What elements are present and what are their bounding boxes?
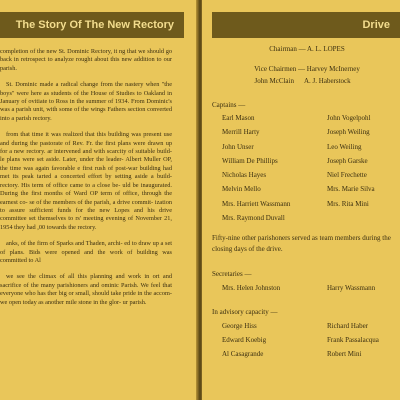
left-page	[0, 0, 198, 400]
advisory-row	[212, 349, 400, 359]
captain-name: Joseph Garske	[327, 156, 368, 165]
vice-chairmen-row	[212, 76, 400, 86]
captain-row	[212, 199, 400, 209]
captain-name: John Unser	[222, 142, 254, 151]
advisory-row	[212, 321, 400, 331]
advisor-name: George Hiss	[222, 322, 257, 331]
advisory-label: In advisory capacity —	[212, 308, 278, 317]
captain-name: Melvin Mello	[222, 185, 261, 194]
captain-name	[327, 213, 400, 223]
captains-label: Captains —	[212, 101, 246, 109]
captain-name: Mrs. Rita Mini	[327, 199, 369, 208]
captain-name: Mrs. Raymond Duvall	[222, 214, 285, 223]
captain-row	[212, 213, 400, 223]
story-paragraph: we see the climax of all this planning and work in ort and sacrifice of the many parishioners and ominic Parish. We feel that everyone who has ther big or small, should take pride in the accom- we open today as another mile stone in the glor- ur parish.	[0, 273, 172, 306]
advisor-name: Edward Koebig	[222, 336, 267, 345]
captain-name: Niel Frechette	[327, 171, 367, 180]
captain-name: Nicholas Hayes	[222, 171, 267, 180]
right-page	[202, 0, 400, 400]
vice-chairmen-label: Vice Chairmen — Harvey McInerney	[254, 65, 360, 73]
captain-name: Mrs. Marie Silva	[327, 185, 375, 194]
left-page-header: The Story Of The New Rectory	[0, 12, 184, 38]
story-paragraph: from that time it was realized that this building was present use and during the pastorate of Rev. Fr. the first plans were drawn up for a new rectory. ar intervened and with scarcity of suitable build- le plans were set aside. Later, under the leader- Albert Muller OP, the time was again favorable e first rush of post-war building had met its peak tarted a concerted effort by setting aside a build- rectory. His term of office came to a close be- uld be inaugurated. During the first months of Ward OP term of office, through the earnest co- se of the members of the parish, a drive commit- ization to assure sufficient funds for the new Lopes and his drive committee set themselves to rs' meeting evening of November 21, 1954 they had ,00 towards the rectory.	[0, 131, 172, 231]
rectory-story-text	[0, 48, 172, 315]
captain-row	[212, 184, 400, 194]
secretary-name: Mrs. Helen Johnston	[222, 284, 281, 293]
captain-name: John Vogelpohl	[327, 114, 371, 122]
captain-name: Merrill Harty	[222, 128, 260, 137]
team-members-note: Fifty-nine other parishoners served as team members during the closing days of the drive.	[212, 234, 391, 254]
secretaries-label: Secretaries —	[212, 270, 252, 279]
captain-row	[212, 127, 400, 137]
captain-row	[212, 170, 400, 180]
advisor-name: Al Casagrande	[222, 350, 264, 359]
captain-name: Joseph Weiling	[327, 128, 370, 137]
story-paragraph: completion of the new St. Dominic Rectory, it ng that we should go back in retrospect to analyze rought about this new addition to our parish.	[0, 48, 172, 72]
vice-chairman-name: John McClain	[254, 77, 294, 85]
captain-name: Mrs. Harriett Wassmann	[222, 199, 291, 208]
captain-name: William De Phillips	[222, 156, 278, 165]
drive-committee-list	[212, 40, 400, 359]
advisor-name: Frank Passalacqua	[327, 336, 379, 345]
captain-row	[212, 142, 400, 152]
captain-name: Leo Weiling	[327, 142, 362, 151]
captains-list	[212, 113, 400, 223]
vice-chairman-name: A. J. Haberstock	[304, 77, 351, 85]
secretary-name: Harry Wassmann	[327, 284, 376, 293]
right-page-header: Drive	[212, 12, 400, 38]
advisor-name: Richard Haber	[327, 322, 369, 331]
advisory-list	[212, 321, 400, 359]
captain-name: Earl Mason	[222, 114, 255, 122]
advisor-name: Robert Mini	[327, 350, 362, 359]
secretaries-row	[212, 283, 400, 293]
chairman-line: Chairman — A. L. LOPES	[269, 45, 345, 53]
story-paragraph: anks, of the firm of Sparks and Thaden, archi- ed to draw up a set of plans. Bids were opened and the work of building was committed to Al	[0, 240, 172, 264]
captain-row	[212, 156, 400, 166]
advisory-row	[212, 335, 400, 345]
story-paragraph: St. Dominic made a radical change from the nastery when "the boys" were here as students of the House of Studies to Oakland in January of ovitiate to Ross in the summer of 1934. From Dominic's was a parish unit, with some of the wings Fathers section converted into a parish rectory.	[0, 81, 172, 122]
captain-row	[212, 113, 400, 123]
